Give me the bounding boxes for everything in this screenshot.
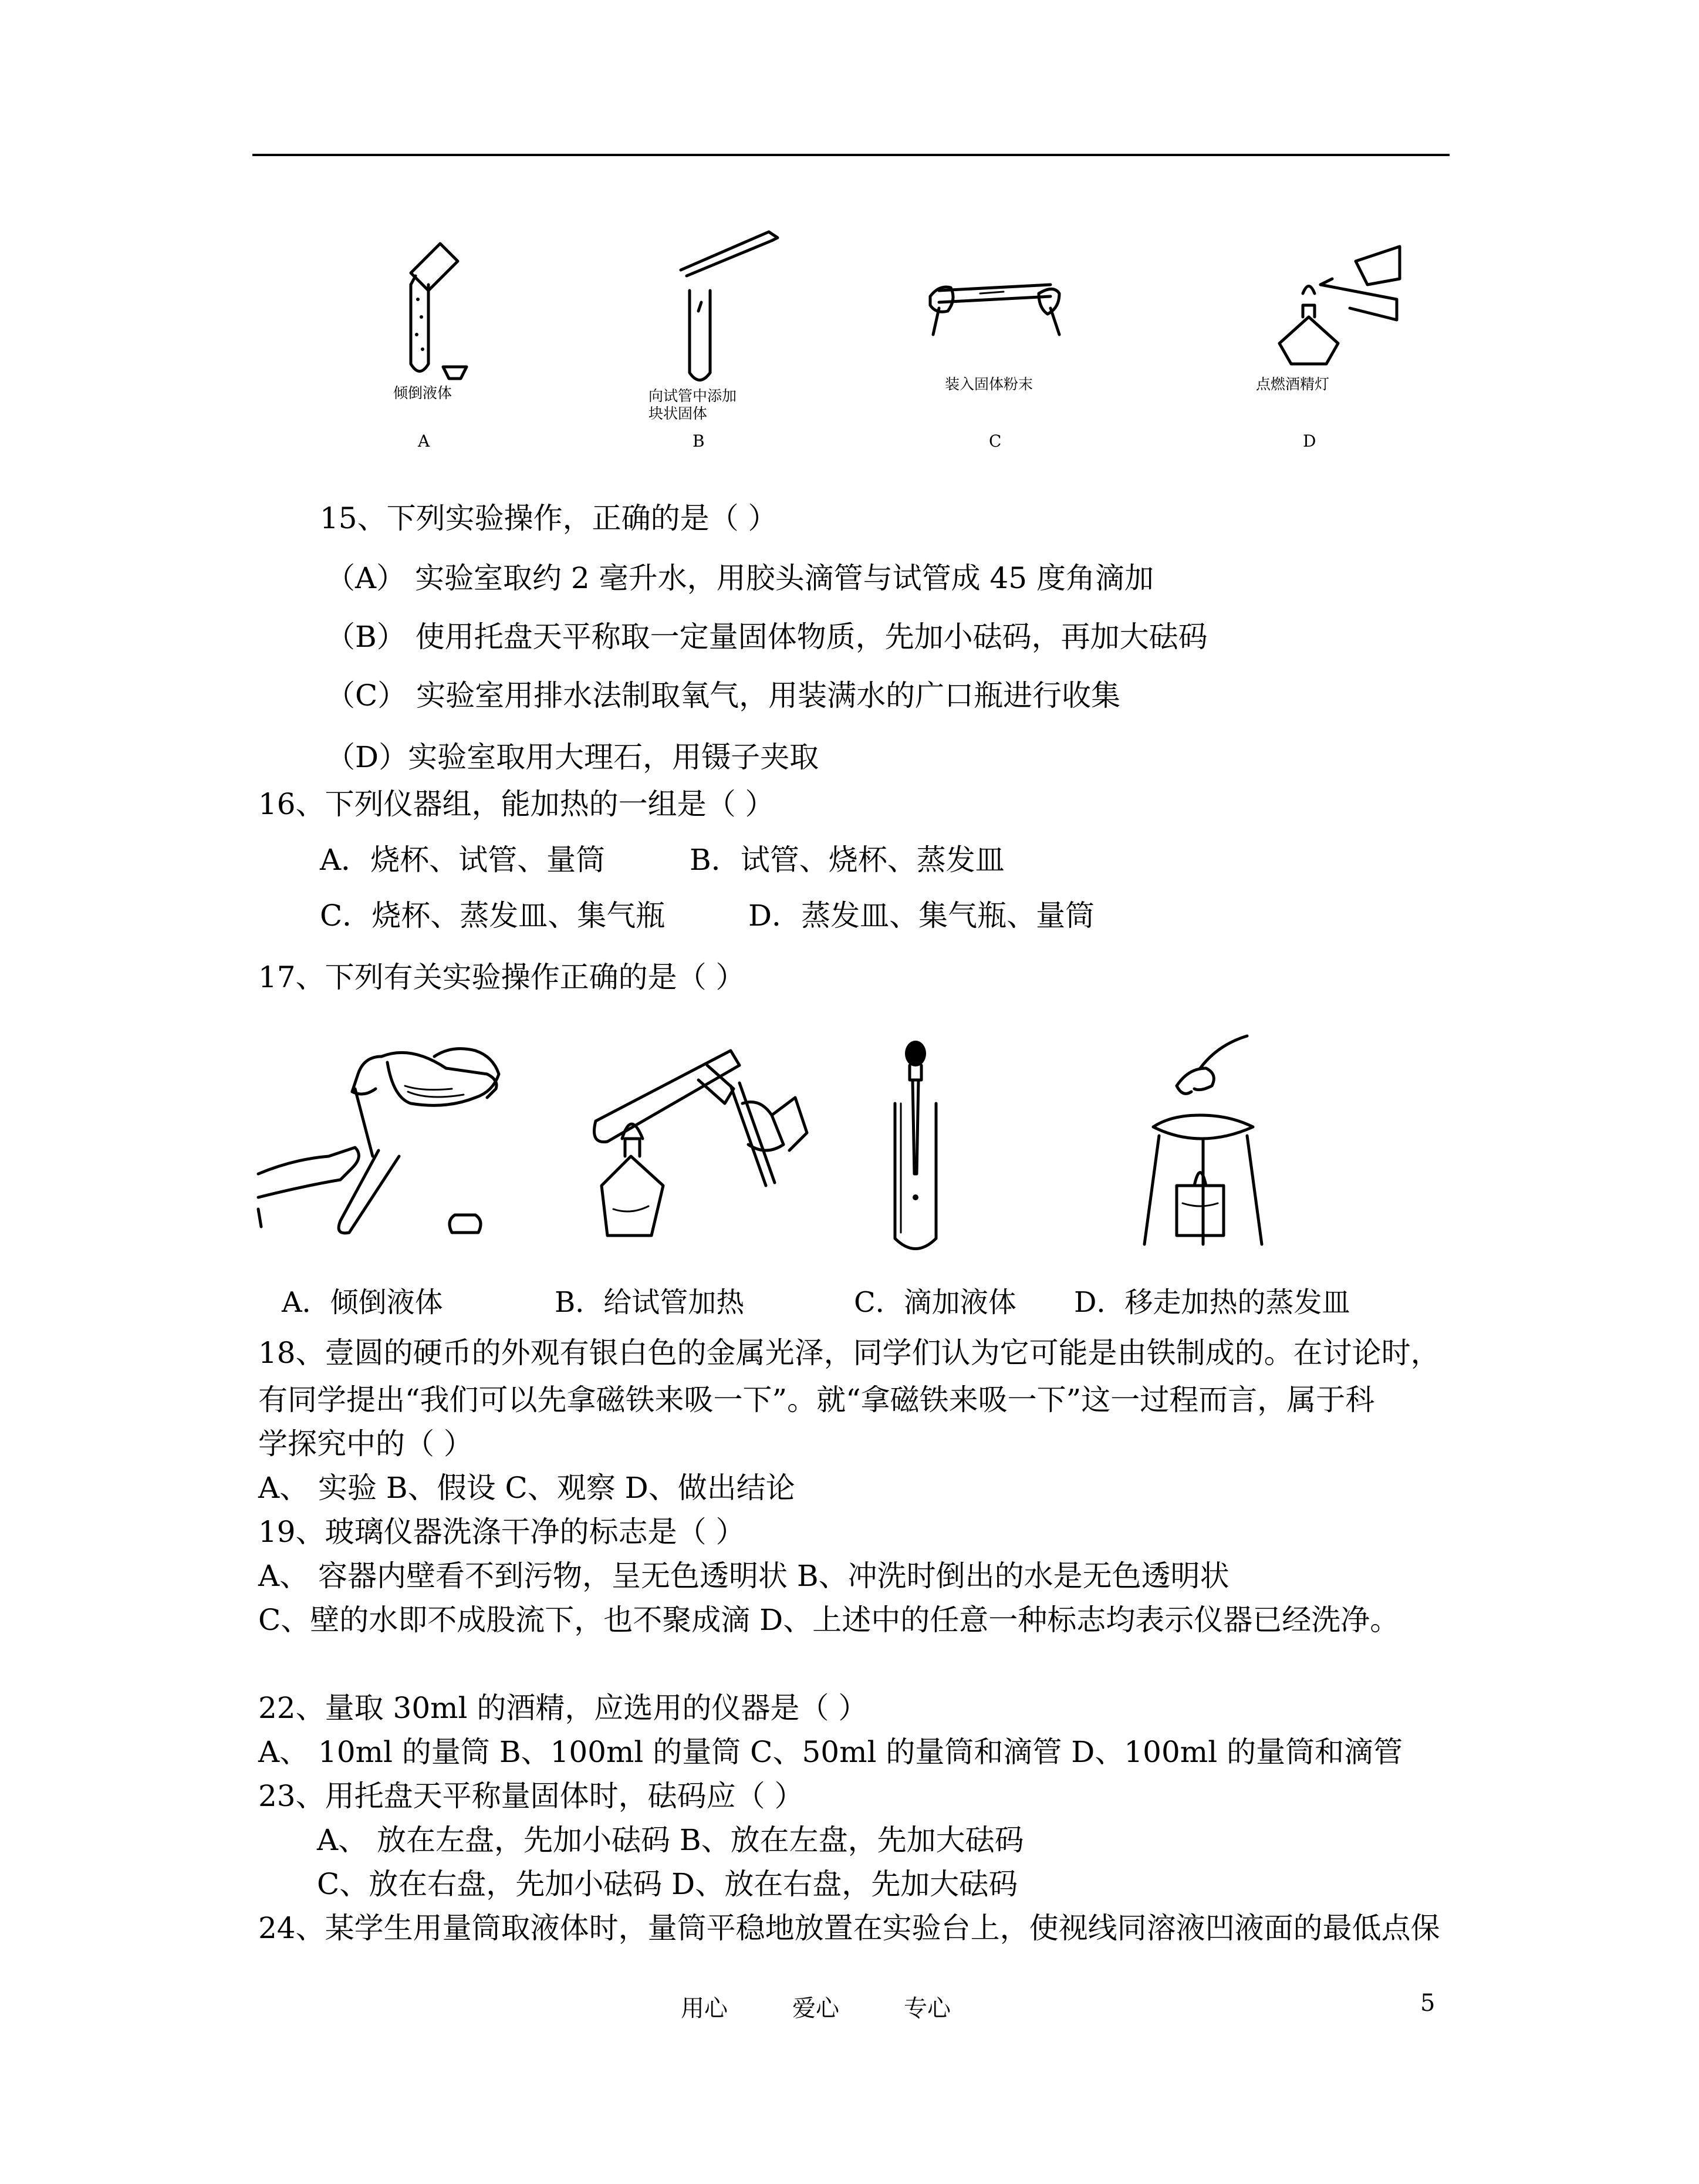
q24-stem: 24、某学生用量筒取液体时，量筒平稳地放置在实验台上，使视线同溶液凹液面的最低点保 (258, 1911, 1440, 1945)
removing-evaporating-dish-drawing (1141, 1033, 1271, 1256)
figure1-letter-a: A (418, 431, 430, 451)
header-rule (252, 154, 1450, 156)
pouring-liquid-drawing (258, 1033, 516, 1256)
dropping-liquid-drawing (886, 1039, 945, 1256)
figure1-caption-b-line1: 向试管中添加 (648, 387, 737, 404)
q23-stem: 23、用托盘天平称量固体时，砝码应（ ） (258, 1779, 804, 1813)
q19-option-line-2: C、壁的水即不成股流下，也不聚成滴 D、上述中的任意一种标志均表示仪器已经洗净。 (258, 1603, 1400, 1637)
q16-option-d: D．蒸发皿、集气瓶、量筒 (748, 899, 1095, 933)
figure1-caption-a: 倾倒液体 (393, 384, 452, 401)
q16-option-a: A．烧杯、试管、量筒 (320, 843, 606, 877)
q17-label-d: D．移走加热的蒸发皿 (1074, 1286, 1350, 1319)
adding-powder-illustration (927, 267, 1062, 337)
figure1-letter-c: C (989, 431, 1002, 451)
q16-option-b: B．试管、烧杯、蒸发皿 (690, 843, 1005, 877)
q17-label-a: A．倾倒液体 (282, 1286, 443, 1319)
figure1-caption-d: 点燃酒精灯 (1256, 376, 1330, 393)
q19-stem: 19、玻璃仪器洗涤干净的标志是（ ） (258, 1515, 745, 1549)
lighting-alcohol-lamp-illustration (1268, 244, 1403, 373)
page-number: 5 (1420, 1990, 1435, 2017)
q15-option-a: （A） 实验室取约 2 毫升水，用胶头滴管与试管成 45 度角滴加 (326, 561, 1154, 595)
q18-line-2: 有同学提出“我们可以先拿磁铁来吸一下”。就“拿磁铁来吸一下”这一过程而言，属于科 (258, 1383, 1375, 1417)
q23-option-line-2: C、放在右盘，先加小砝码 D、放在右盘，先加大砝码 (317, 1867, 1018, 1901)
adding-solid-illustration (675, 226, 781, 384)
q15-option-b: （B） 使用托盘天平称取一定量固体物质，先加小砝码，再加大砝码 (326, 620, 1208, 654)
figure1-caption-c: 装入固体粉末 (945, 376, 1033, 393)
q15-stem: 15、下列实验操作，正确的是（ ） (320, 501, 778, 535)
q23-option-line-1: A、 放在左盘，先加小砝码 B、放在左盘，先加大砝码 (317, 1823, 1024, 1857)
figure1-letter-d: D (1303, 431, 1316, 451)
q17-label-b: B．给试管加热 (555, 1286, 745, 1319)
q15-option-d: （D）实验室取用大理石，用镊子夹取 (326, 740, 819, 774)
q22-stem: 22、量取 30ml 的酒精，应选用的仪器是（ ） (258, 1691, 868, 1725)
footer-item-3: 专心 (904, 1995, 951, 2022)
q15-option-c: （C） 实验室用排水法制取氧气，用装满水的广口瓶进行收集 (326, 679, 1121, 713)
q18-line-1: 18、壹圆的硬币的外观有银白色的金属光泽，同学们认为它可能是由铁制成的。在讨论时， (258, 1336, 1440, 1370)
q18-line-3: 学探究中的（ ） (258, 1427, 473, 1461)
figure1-caption-b-line2: 块状固体 (648, 405, 708, 422)
figure1-letter-b: B (693, 431, 705, 451)
pouring-liquid-illustration (387, 217, 475, 382)
q18-options: A、 实验 B、假设 C、观察 D、做出结论 (258, 1471, 795, 1505)
heating-test-tube-drawing (572, 1033, 819, 1256)
q17-stem: 17、下列有关实验操作正确的是（ ） (258, 960, 745, 994)
q17-label-c: C．滴加液体 (854, 1286, 1016, 1319)
footer-item-1: 用心 (681, 1995, 728, 2022)
q22-options: A、 10ml 的量筒 B、100ml 的量筒 C、50ml 的量筒和滴管 D、100ml 的量筒和滴管 (258, 1735, 1403, 1769)
q19-option-line-1: A、 容器内壁看不到污物，呈无色透明状 B、冲洗时倒出的水是无色透明状 (258, 1559, 1230, 1593)
q16-option-c: C．烧杯、蒸发皿、集气瓶 (320, 899, 666, 933)
footer-item-2: 爱心 (792, 1995, 839, 2022)
q16-stem: 16、下列仪器组，能加热的一组是（ ） (258, 787, 775, 821)
